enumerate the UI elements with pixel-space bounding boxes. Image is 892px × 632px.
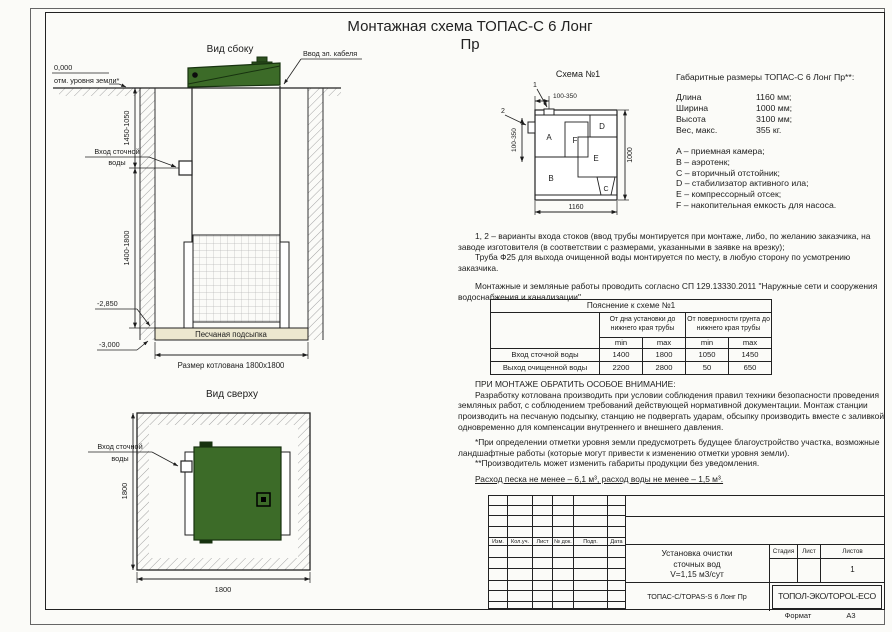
- compartment-c: C: [603, 186, 609, 193]
- footnote-2: **Производитель может изменить габариты продукции без уведомления.: [475, 458, 760, 469]
- specs-block: [676, 72, 884, 211]
- table-row: Вход сточной воды 1400 1800 1050 1450: [491, 349, 772, 362]
- legend-item: E – компрессорный отсек;: [676, 189, 782, 200]
- inlet-top-label-line2: воды: [111, 454, 129, 463]
- soil-hatch-left-surface: [59, 88, 140, 96]
- stamp-empty-row-1: [625, 496, 884, 517]
- lid-latch-dot: [192, 72, 198, 78]
- schema-marker-2: 2: [501, 108, 505, 115]
- stamp-col-podp: Подп.: [574, 538, 608, 546]
- spec-row: Вес, макс. 355 кг.: [676, 125, 782, 135]
- compartment-d: D: [599, 122, 605, 131]
- inlet-pipe-top: [181, 461, 192, 472]
- footnote-1: *При определении отметки уровня земли предусмотреть будущее благоустройство участка, возможные ландшафтные работы (которые могут привести к изменению отметки уровня земли).: [458, 437, 880, 458]
- compartment-e: E: [593, 154, 599, 163]
- table-title: Пояснение к схеме №1: [491, 300, 772, 313]
- service-hatch-dot: [261, 497, 266, 502]
- dim-lower-depth: 1400-1800: [122, 230, 131, 266]
- stamp-sheets-label: Листов: [842, 548, 863, 555]
- pit-size-label: Размер котлована 1800х1800: [177, 361, 285, 370]
- stamp-col-list: Лист: [533, 538, 553, 546]
- inlet-pipe: [179, 161, 192, 175]
- specs-rows: [676, 92, 884, 136]
- note-variants: 1, 2 – варианты входа стоков (ввод трубы монтируется при монтаже, либо, по желанию заказчика, на заводе изготовителя (в соответствии с размерами, указанными в заявке на врезку);: [458, 231, 871, 252]
- table-row: Выход очищенной воды 2200 2800 50 650: [491, 362, 772, 375]
- ground-level-mark: [52, 63, 126, 87]
- dim-pit-horizontal: 1800: [214, 585, 232, 594]
- warning-title: ПРИ МОНТАЖЕ ОБРАТИТЬ ОСОБОЕ ВНИМАНИЕ:: [475, 379, 676, 389]
- ground-level-value: 0,000: [54, 63, 73, 72]
- table-group-1: От дна установки до нижнего края трубы: [600, 313, 686, 338]
- col-min: min: [600, 338, 643, 349]
- stamp-revision-grid: [488, 495, 626, 609]
- sand-label: Песчаная подсыпка: [195, 330, 267, 339]
- svg-text:-2,850: -2,850: [97, 299, 118, 308]
- stamp-sheet-label: Лист: [798, 545, 821, 558]
- col-min: min: [686, 338, 729, 349]
- schema-dim-top: 100-350: [553, 93, 577, 100]
- inlet-label-line1: Вход сточной: [94, 147, 140, 156]
- explanation-table: [490, 299, 772, 375]
- pit-size-dimension: [155, 342, 308, 370]
- top-view-drawing: [45, 385, 345, 610]
- compartment-legend: [676, 146, 884, 211]
- warning-body: Разработку котлована производить при условии соблюдения правил техники безопасности проведения земляных работ, с соблюдением требований действующей нормативной документации. Монтаж станции производить на песчаную подсыпку, станцию не подвергать ударам, обсыпку производить вместе с заливкой одновременно для компенсации внутреннего и внешнего давления.: [458, 389, 885, 432]
- schema-drawing: [490, 65, 650, 220]
- stamp-col-koluch: Кол.уч.: [508, 538, 533, 546]
- top-view-title: Вид сверху: [205, 389, 259, 400]
- soil-hatch-right-wall: [308, 88, 323, 340]
- consumption-note: Расход песка не менее – 6,1 м³, расход воды не менее – 1,5 м³.: [475, 474, 724, 484]
- tank-lid: [188, 57, 280, 87]
- format-value: А3: [846, 611, 856, 620]
- side-view-title: Вид сбоку: [206, 44, 254, 55]
- legend-item: C – вторичный отстойник;: [676, 167, 780, 178]
- inlet-top-label-line1: Вход сточной: [97, 442, 143, 451]
- stamp-stage-values: [770, 559, 884, 582]
- stamp-col-data: Дата: [608, 538, 626, 546]
- compartment-b: B: [548, 174, 554, 183]
- schema-dim-bottom: 1160: [568, 204, 584, 211]
- col-max: max: [729, 338, 772, 349]
- inlet-callout: [85, 147, 176, 167]
- schema-inlet-2: [528, 122, 535, 133]
- installation-notes: [458, 231, 888, 302]
- footnotes-block: [458, 437, 888, 469]
- format-note: [768, 611, 884, 620]
- schema-dim-left: 100-350: [511, 128, 518, 152]
- page-title-line2: Пр: [460, 36, 480, 53]
- table-group-2: От поверхности грунта до нижнего края трубы: [686, 313, 772, 338]
- page-title-line1: Монтажная схема ТОПАС-С 6 Лонг: [347, 18, 593, 35]
- format-label: Формат: [784, 611, 812, 620]
- anchor-plate-right-top: [281, 452, 290, 535]
- stamp-empty-row-2: [625, 517, 884, 545]
- dim-pit-vertical: 1800: [120, 482, 129, 500]
- note-sp-standard: Монтажные и земляные работы проводить согласно СП 129.13330.2011 "Наружные сети и сооружения водоснабжения и канализации".: [458, 280, 878, 302]
- ground-level-label: отм. уровня земли*: [54, 76, 120, 85]
- spec-row: Высота 3100 мм;: [676, 114, 793, 124]
- legend-item: F – накопительная емкость для насоса.: [676, 199, 837, 210]
- anchor-plate-right: [280, 242, 289, 328]
- schema-marker-1: 1: [533, 82, 537, 89]
- stamp-sheets-value: 1: [850, 565, 855, 574]
- inlet-label-line2: воды: [108, 158, 126, 167]
- cable-entry-label: Ввод эл. кабеля: [303, 49, 358, 58]
- level-mark-3000: [97, 340, 148, 350]
- schema-dim-right: 1000: [627, 147, 634, 163]
- spec-row: Ширина 1000 мм;: [676, 103, 793, 113]
- soil-hatch-left-wall: [140, 88, 155, 340]
- note-pipe: Труба Ф25 для выхода очищенной воды монтируется по месту, в любую сторону по усмотрению заказчика.: [458, 252, 851, 274]
- legend-item: A – приемная камера;: [676, 146, 765, 156]
- stamp-col-ndok: № док.: [553, 538, 574, 546]
- compartment-f: F: [572, 136, 578, 145]
- col-max: max: [643, 338, 686, 349]
- soil-hatch-right-surface: [323, 88, 341, 96]
- svg-text:-3,000: -3,000: [99, 340, 120, 349]
- dim-inlet-depth: 1450-1050: [122, 110, 131, 146]
- table-corner-cell: [491, 313, 600, 349]
- spec-row: Длина 1160 мм;: [676, 92, 792, 102]
- stamp-stage-label: Стадия: [770, 545, 798, 558]
- stamp-stage-header: [770, 545, 884, 559]
- stamp-main-block: [625, 495, 884, 609]
- legend-item: B – аэротенк;: [676, 156, 730, 167]
- stamp-company-box: [770, 583, 884, 611]
- stamp-model: ТОПАС-С/TOPAS-S 6 Лонг Пр: [625, 583, 770, 611]
- side-view-drawing: [45, 40, 365, 380]
- anchor-plate-left: [184, 242, 193, 328]
- schema-title: Схема №1: [555, 69, 601, 79]
- warning-block: [458, 379, 888, 433]
- compartment-a: A: [546, 133, 552, 142]
- cable-entry-callout: [284, 49, 362, 84]
- stamp-doc-title: Установка очистки сточных вод V=1,15 м3/сут: [625, 545, 770, 582]
- schema-inlet-1: [544, 109, 554, 115]
- legend-item: D – стабилизатор активного ила;: [676, 178, 809, 189]
- specs-title: Габаритные размеры ТОПАС-С 6 Лонг Пр**:: [676, 72, 855, 82]
- stamp-company: ТОПОЛ-ЭКО/TOPOL-ECO: [772, 585, 882, 609]
- stamp-col-izm: Изм.: [489, 538, 508, 546]
- tank-lower-grid-section: [193, 235, 280, 322]
